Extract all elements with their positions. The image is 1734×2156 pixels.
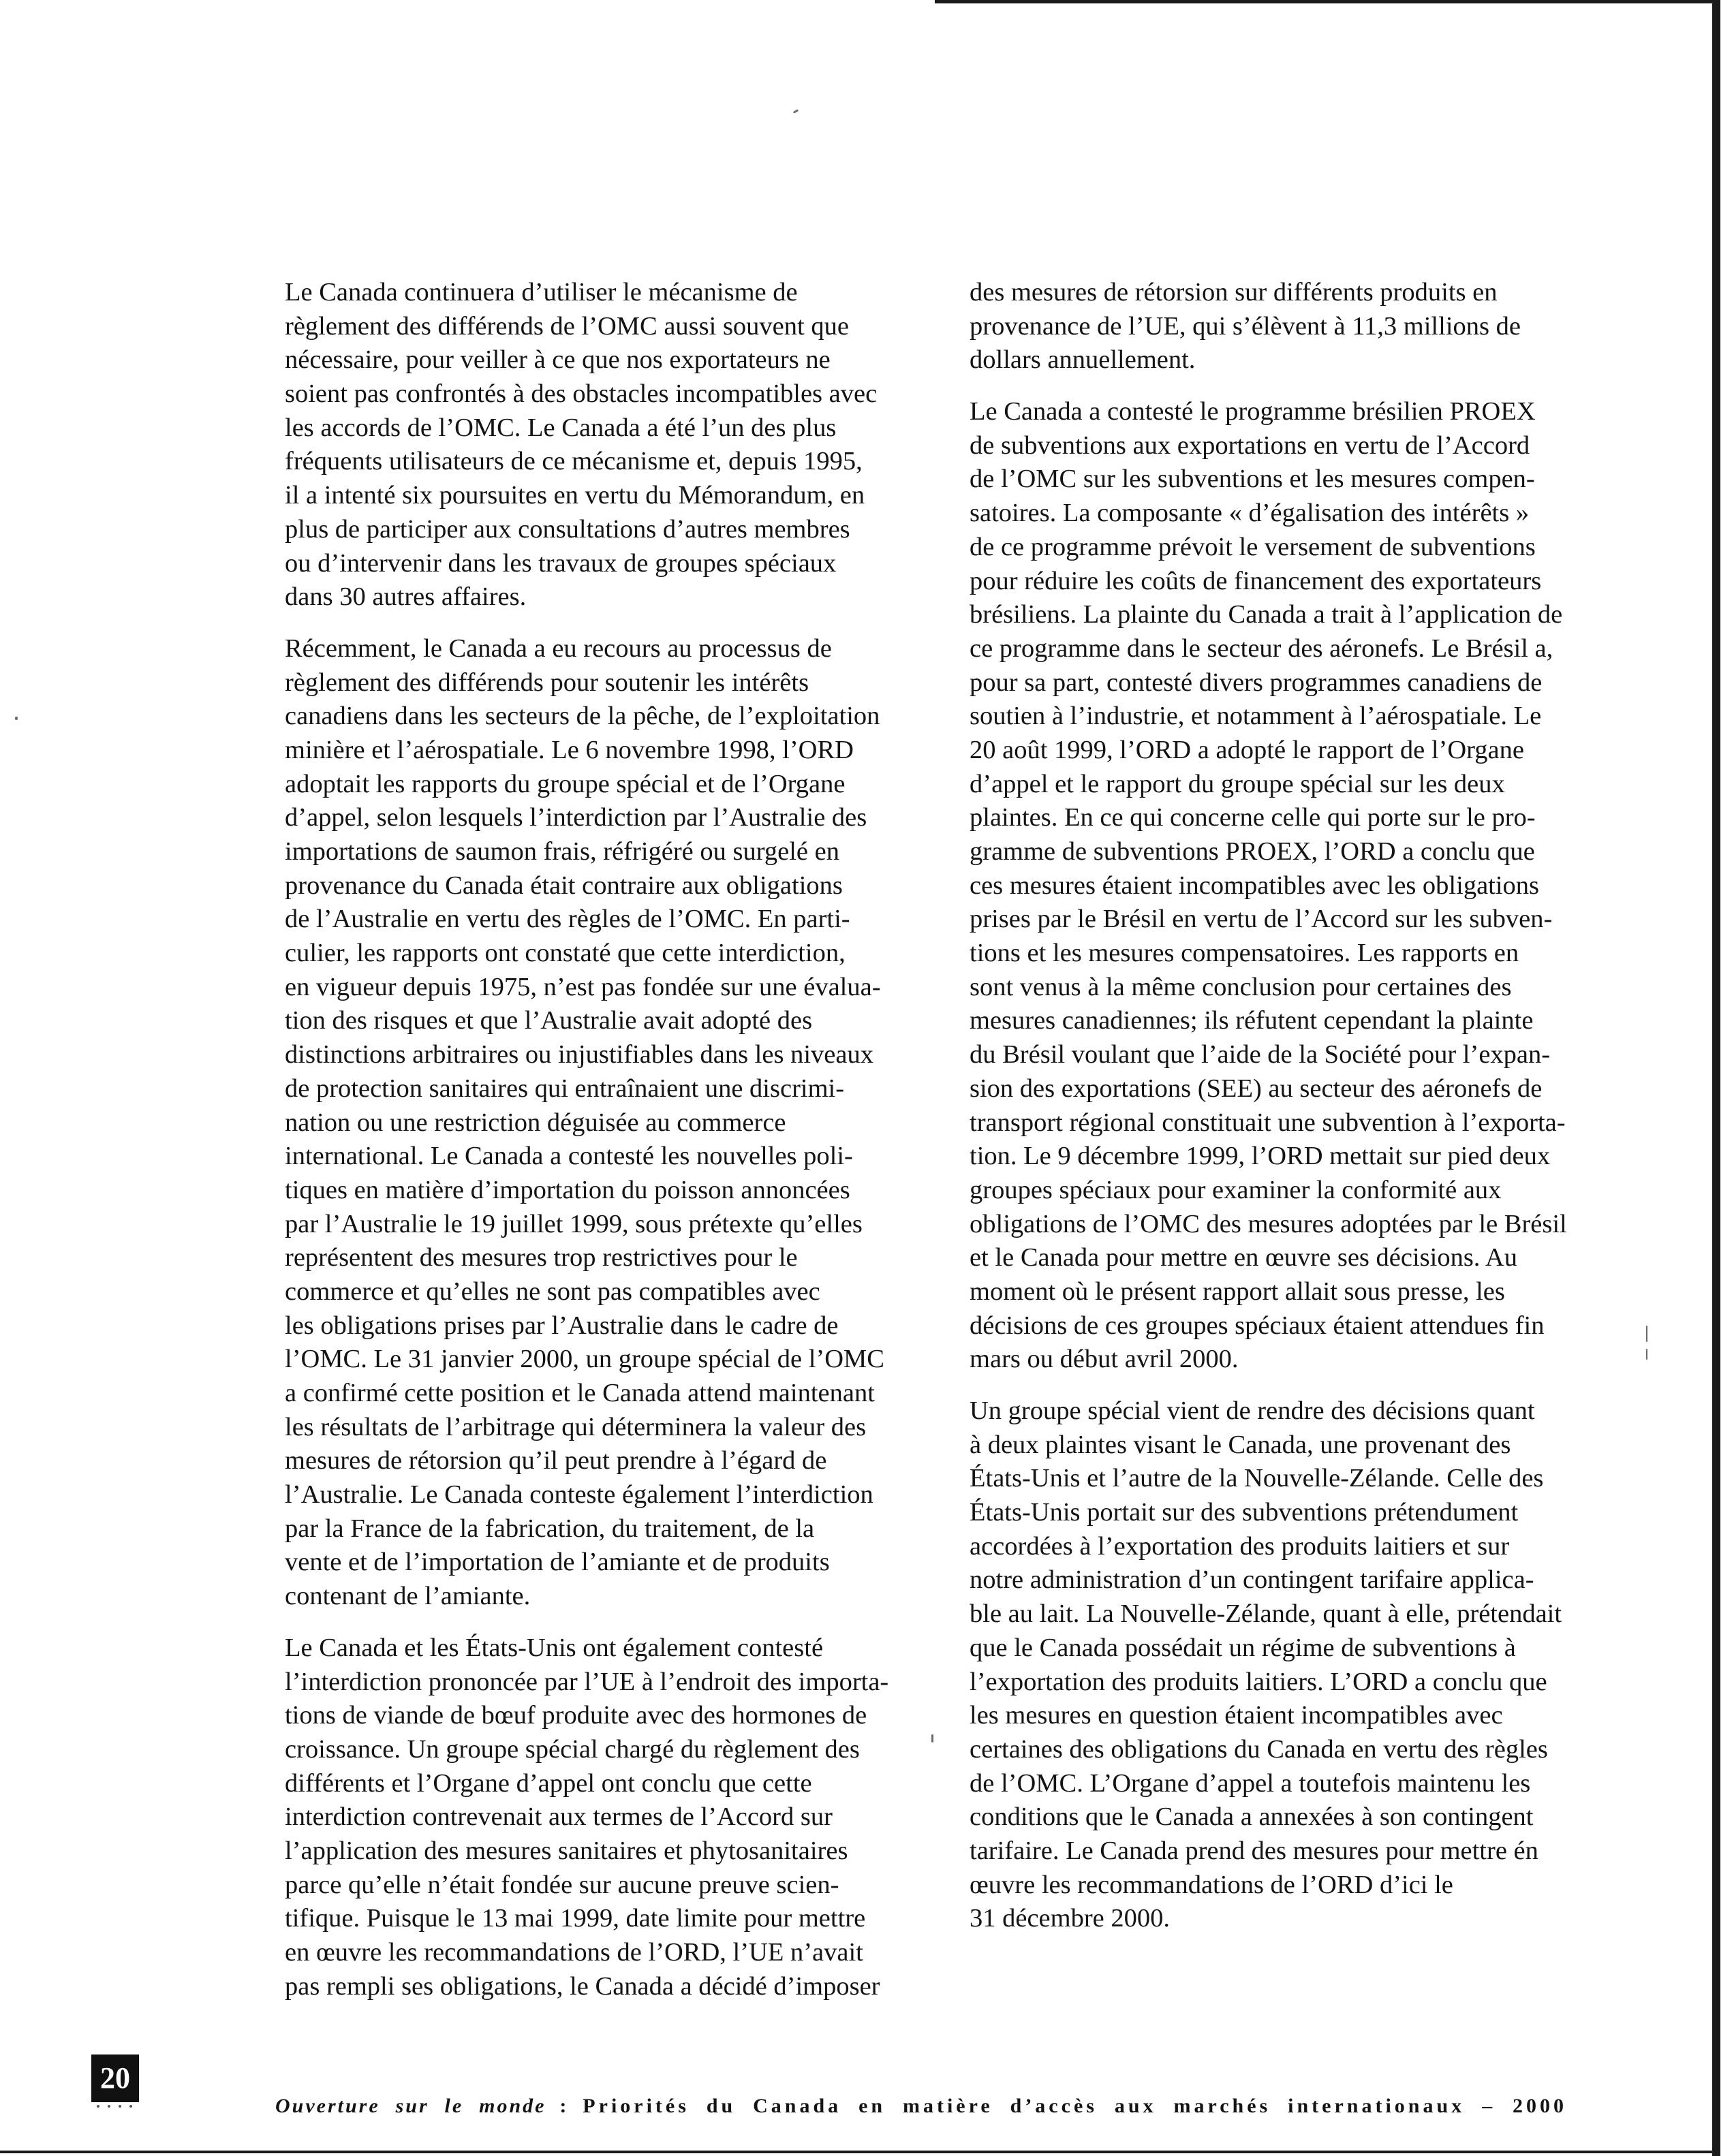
text-line: d’appel et le rapport du groupe spécial sur les deux <box>970 769 1505 798</box>
text-line: dollars annuellement. <box>970 345 1196 375</box>
text-line: par la France de la fabrication, du traitement, de la <box>285 1514 815 1543</box>
text-line: décisions de ces groupes spéciaux étaient attendues fin <box>970 1311 1545 1340</box>
dot <box>97 2105 99 2108</box>
bottom-border-rule <box>0 2151 1720 2153</box>
paragraph <box>285 276 939 614</box>
text-line: gramme de subventions PROEX, l’ORD a conclu que <box>970 837 1535 866</box>
dot <box>119 2105 121 2108</box>
text-line: international. Le Canada a contesté les nouvelles poli- <box>285 1142 853 1171</box>
scan-speck <box>793 109 799 114</box>
text-line: dans 30 autres affaires. <box>285 582 527 612</box>
text-line: il a intenté six poursuites en vertu du Mémorandum, en <box>285 481 865 510</box>
text-line: provenance de l’UE, qui s’élèvent à 11,3 millions de <box>970 311 1521 341</box>
text-line: interdiction contrevenait aux termes de l’Accord sur <box>285 1802 833 1832</box>
text-line: notre administration d’un contingent tarifaire applica- <box>970 1565 1534 1595</box>
text-line: Un groupe spécial vient de rendre des décisions quant <box>970 1396 1535 1425</box>
text-line: de ce programme prévoit le versement de subventions <box>970 532 1536 561</box>
text-line: nécessaire, pour veiller à ce que nos exportateurs ne <box>285 345 831 375</box>
text-line: l’application des mesures sanitaires et phytosanitaires <box>285 1836 848 1865</box>
text-line: pour réduire les coûts de financement des exportateurs <box>970 566 1542 595</box>
text-line: Le Canada et les États-Unis ont également contesté <box>285 1633 824 1662</box>
text-line: 31 décembre 2000. <box>970 1904 1170 1933</box>
text-line: tions de viande de bœuf produite avec des hormones de <box>285 1701 867 1730</box>
footer-series-title: Ouverture sur le monde <box>275 2095 546 2117</box>
text-line: en œuvre les recommandations de l’ORD, l’UE n’avait <box>285 1938 863 1967</box>
text-line: vente et de l’importation de l’amiante et de produits <box>285 1548 830 1577</box>
text-line: brésiliens. La plainte du Canada a trait à l’application de <box>970 600 1563 629</box>
text-line: canadiens dans les secteurs de la pêche, de l’exploitation <box>285 702 880 731</box>
text-line: d’appel, selon lesquels l’interdiction par l’Australie des <box>285 803 867 832</box>
footer-separator: : <box>559 2095 570 2117</box>
text-line: contenant de l’amiante. <box>285 1582 531 1611</box>
text-line: des mesures de rétorsion sur différents produits en <box>970 278 1498 307</box>
text-line: culier, les rapports ont constaté que cette interdiction, <box>285 939 846 968</box>
text-line: par l’Australie le 19 juillet 1999, sous prétexte qu’elles <box>285 1209 863 1238</box>
left-column <box>285 276 939 2021</box>
text-line: de l’Australie en vertu des règles de l’OMC. En parti- <box>285 905 850 934</box>
paragraph <box>285 632 939 1614</box>
footer-report-title: Priorités du Canada en matière d’accès aux marchés internationaux – 2000 <box>583 2095 1567 2117</box>
text-line: l’interdiction prononcée par l’UE à l’endroit des importa- <box>285 1667 889 1696</box>
text-line: Récemment, le Canada a eu recours au processus de <box>285 634 832 663</box>
text-line: croissance. Un groupe spécial chargé du règlement des <box>285 1734 860 1764</box>
text-line: prises par le Brésil en vertu de l’Accord sur les subven- <box>970 905 1553 934</box>
text-line: tiques en matière d’importation du poisson annoncées <box>285 1175 850 1204</box>
text-line: fréquents utilisateurs de ce mécanisme et, depuis 1995, <box>285 447 863 476</box>
text-line: Le Canada continuera d’utiliser le mécanisme de <box>285 278 798 307</box>
text-line: parce qu’elle n’était fondée sur aucune preuve scien- <box>285 1870 839 1899</box>
text-line: de l’OMC sur les subventions et les mesures compen- <box>970 465 1535 494</box>
top-border-rule <box>935 0 1720 3</box>
text-line: l’OMC. Le 31 janvier 2000, un groupe spécial de l’OMC <box>285 1345 884 1374</box>
text-line: sion des exportations (SEE) au secteur des aéronefs de <box>970 1074 1543 1103</box>
page-number-box <box>91 2055 139 2102</box>
text-line: pas rempli ses obligations, le Canada a décidé d’imposer <box>285 1971 880 2001</box>
text-line: les résultats de l’arbitrage qui déterminera la valeur des <box>285 1412 867 1441</box>
text-line: obligations de l’OMC des mesures adoptées par le Brésil <box>970 1209 1567 1238</box>
text-line: satoires. La composante « d’égalisation des intérêts » <box>970 499 1530 528</box>
text-line: tifique. Puisque le 13 mai 1999, date limite pour mettre <box>285 1904 866 1933</box>
right-column <box>970 276 1624 1954</box>
text-line: soutien à l’industrie, et notamment à l’aérospatiale. Le <box>970 702 1542 731</box>
text-line: ces mesures étaient incompatibles avec les obligations <box>970 871 1540 900</box>
text-line: en vigueur depuis 1975, n’est pas fondée sur une évalua- <box>285 972 881 1001</box>
text-line: de protection sanitaires qui entraînaient une discrimi- <box>285 1074 845 1103</box>
text-line: mesures canadiennes; ils réfutent cependant la plainte <box>970 1006 1534 1035</box>
paragraph <box>970 395 1624 1377</box>
text-line: moment où le présent rapport allait sous presse, les <box>970 1277 1505 1306</box>
text-line: tion. Le 9 décembre 1999, l’ORD mettait sur pied deux <box>970 1142 1551 1171</box>
text-line: tion des risques et que l’Australie avait adopté des <box>285 1006 813 1035</box>
right-border-rule <box>1712 0 1720 2156</box>
text-line: règlement des différends pour soutenir les intérêts <box>285 668 809 697</box>
text-line: différents et l’Organe d’appel ont conclu que cette <box>285 1768 812 1798</box>
page-number: 20 <box>100 2061 130 2095</box>
text-line: mesures de rétorsion qu’il peut prendre à l’égard de <box>285 1446 827 1475</box>
paragraph <box>285 1631 939 2004</box>
text-line: a confirmé cette position et le Canada attend maintenant <box>285 1379 875 1407</box>
text-line: accordées à l’exportation des produits laitiers et sur <box>970 1531 1510 1561</box>
text-line: à deux plaintes visant le Canada, une provenant des <box>970 1430 1511 1459</box>
text-line: plaintes. En ce qui concerne celle qui porte sur le pro- <box>970 803 1536 832</box>
text-line: règlement des différends de l’OMC aussi souvent que <box>285 311 849 341</box>
scan-speck <box>1646 1349 1647 1360</box>
paragraph <box>970 1394 1624 1936</box>
text-line: conditions que le Canada a annexées à son contingent <box>970 1802 1534 1832</box>
text-line: les mesures en question étaient incompatibles avec <box>970 1701 1503 1730</box>
text-line: certaines des obligations du Canada en vertu des règles <box>970 1734 1548 1764</box>
text-line: du Brésil voulant que l’aide de la Société pour l’expan- <box>970 1040 1551 1069</box>
text-line: distinctions arbitraires ou injustifiables dans les niveaux <box>285 1040 873 1069</box>
text-line: adoptait les rapports du groupe spécial et de l’Organe <box>285 769 846 798</box>
text-line: représentent des mesures trop restrictives pour le <box>285 1243 798 1272</box>
text-line: ou d’intervenir dans les travaux de groupes spéciaux <box>285 548 837 578</box>
text-line: tarifaire. Le Canada prend des mesures pour mettre én <box>970 1836 1538 1865</box>
text-line: groupes spéciaux pour examiner la conformité aux <box>970 1175 1502 1204</box>
text-line: mars ou début avril 2000. <box>970 1345 1239 1374</box>
text-line: de subventions aux exportations en vertu de l’Accord <box>970 431 1530 460</box>
text-line: ce programme dans le secteur des aéronefs. Le Brésil a, <box>970 634 1553 663</box>
text-line: sont venus à la même conclusion pour certaines des <box>970 972 1512 1001</box>
dot <box>108 2105 110 2108</box>
text-line: commerce et qu’elles ne sont pas compatibles avec <box>285 1277 820 1306</box>
text-line: que le Canada possédait un régime de subventions à <box>970 1633 1516 1662</box>
text-line: nation ou une restriction déguisée au commerce <box>285 1108 786 1137</box>
text-line: de l’OMC. L’Organe d’appel a toutefois maintenu les <box>970 1768 1531 1798</box>
text-line: Le Canada a contesté le programme brésilien PROEX <box>970 397 1536 426</box>
running-footer <box>275 2091 1567 2121</box>
text-line: États-Unis et l’autre de la Nouvelle-Zélande. Celle des <box>970 1464 1544 1493</box>
text-line: l’exportation des produits laitiers. L’ORD a conclu que <box>970 1667 1547 1696</box>
text-line: tions et les mesures compensatoires. Les rapports en <box>970 939 1519 968</box>
scan-speck <box>1646 1326 1647 1342</box>
text-line: transport régional constituait une subvention à l’exporta- <box>970 1108 1566 1137</box>
text-line: soient pas confrontés à des obstacles incompatibles avec <box>285 379 878 409</box>
text-line: et le Canada pour mettre en œuvre ses décisions. Au <box>970 1243 1517 1272</box>
text-line: ble au lait. La Nouvelle-Zélande, quant à elle, prétendait <box>970 1599 1562 1629</box>
text-line: l’Australie. Le Canada conteste également l’interdiction <box>285 1480 873 1510</box>
scan-speck <box>15 717 18 720</box>
text-line: plus de participer aux consultations d’autres membres <box>285 514 850 544</box>
text-line: pour sa part, contesté divers programmes canadiens de <box>970 668 1543 697</box>
page-number-dots <box>95 2105 136 2109</box>
text-line: œuvre les recommandations de l’ORD d’ici le <box>970 1870 1453 1899</box>
paragraph <box>970 276 1624 377</box>
text-line: provenance du Canada était contraire aux obligations <box>285 871 843 900</box>
text-line: les accords de l’OMC. Le Canada a été l’un des plus <box>285 413 837 442</box>
text-line: minière et l’aérospatiale. Le 6 novembre 1998, l’ORD <box>285 735 854 764</box>
text-line: 20 août 1999, l’ORD a adopté le rapport de l’Organe <box>970 735 1524 764</box>
text-line: les obligations prises par l’Australie dans le cadre de <box>285 1311 839 1340</box>
text-line: importations de saumon frais, réfrigéré ou surgelé en <box>285 837 839 866</box>
dot <box>129 2105 132 2108</box>
text-line: États-Unis portait sur des subventions prétendument <box>970 1498 1519 1527</box>
